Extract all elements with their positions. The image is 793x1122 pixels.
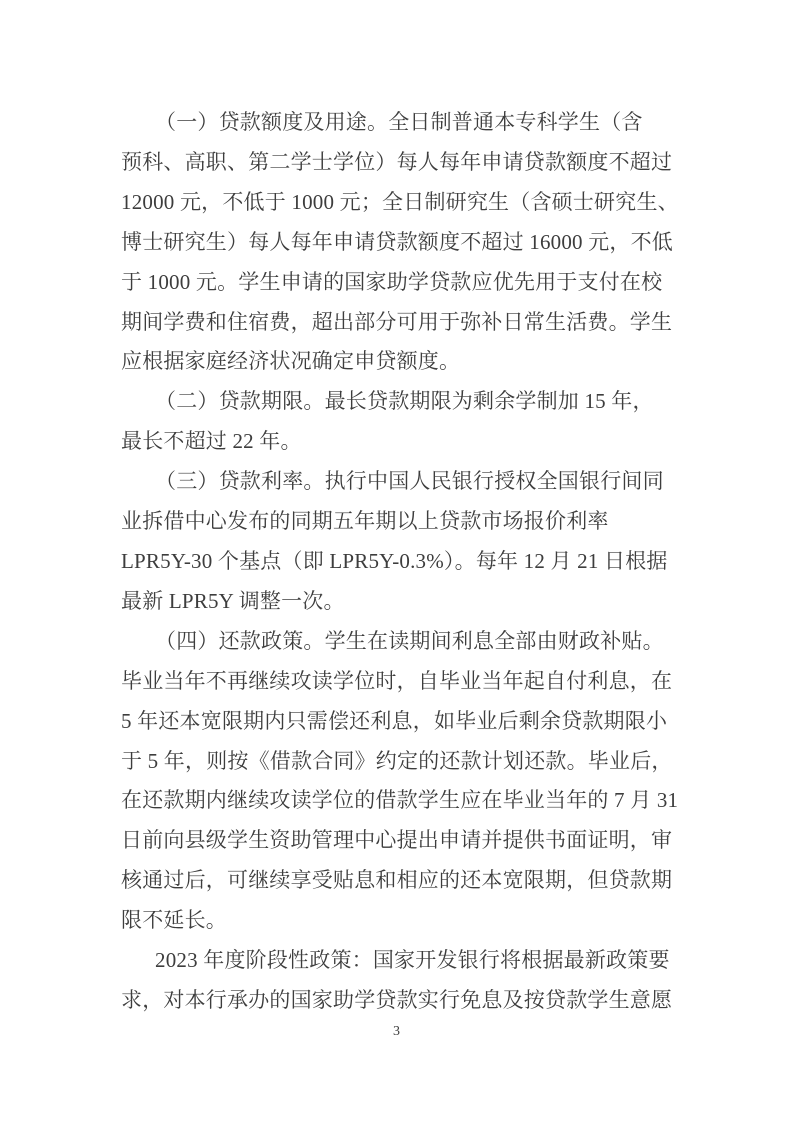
text-line: 毕业当年不再继续攻读学位时，自毕业当年起自付利息，在 xyxy=(121,668,673,693)
text-line: 求，对本行承办的国家助学贷款实行免息及按贷款学生意愿 xyxy=(121,987,673,1012)
text-line: 核通过后，可继续享受贴息和相应的还本宽限期，但贷款期 xyxy=(121,868,673,893)
text-line: 在还款期内继续攻读学位的借款学生应在毕业当年的 7 月 31 xyxy=(121,788,679,813)
text-line: 日前向县级学生资助管理中心提出申请并提供书面证明，审 xyxy=(121,828,673,853)
text-line: 最新 LPR5Y 调整一次。 xyxy=(121,588,345,613)
text-line: 于 1000 元。学生申请的国家助学贷款应优先用于支付在校 xyxy=(121,269,663,294)
text-line: 5 年还本宽限期内只需偿还利息，如毕业后剩余贷款期限小 xyxy=(121,708,668,733)
text-line: （二）贷款期限。最长贷款期限为剩余学制加 15 年， xyxy=(155,389,654,414)
text-line: （一）贷款额度及用途。全日制普通本专科学生（含 xyxy=(155,110,643,134)
text-line: 预科、高职、第二学士学位）每人每年申请贷款额度不超过 xyxy=(121,149,673,174)
text-line: 2023 年度阶段性政策：国家开发银行将根据最新政策要 xyxy=(155,948,670,973)
text-line: 最长不超过 22 年。 xyxy=(121,429,302,454)
text-line: 博士研究生）每人每年申请贷款额度不超过 16000 元，不低 xyxy=(121,229,673,254)
text-line: 限不延长。 xyxy=(121,908,227,933)
text-line: 期间学费和住宿费，超出部分可用于弥补日常生活费。学生 xyxy=(121,309,673,334)
text-line: 应根据家庭经济状况确定申贷额度。 xyxy=(121,349,461,374)
text-line: （四）还款政策。学生在读期间利息全部由财政补贴。 xyxy=(155,628,664,653)
text-line: （三）贷款利率。执行中国人民银行授权全国银行间同 xyxy=(155,469,664,494)
text-line: LPR5Y-30 个基点（即 LPR5Y-0.3%）。每年 12 月 21 日根据 xyxy=(121,548,668,573)
document-body xyxy=(121,103,677,1021)
text-line: 于 5 年，则按《借款合同》约定的还款计划还款。毕业后， xyxy=(121,748,673,773)
text-line: 12000 元，不低于 1000 元；全日制研究生（含硕士研究生、 xyxy=(121,189,679,214)
page-number: 3 xyxy=(393,1024,400,1039)
text-line: 业拆借中心发布的同期五年期以上贷款市场报价利率 xyxy=(121,509,609,534)
